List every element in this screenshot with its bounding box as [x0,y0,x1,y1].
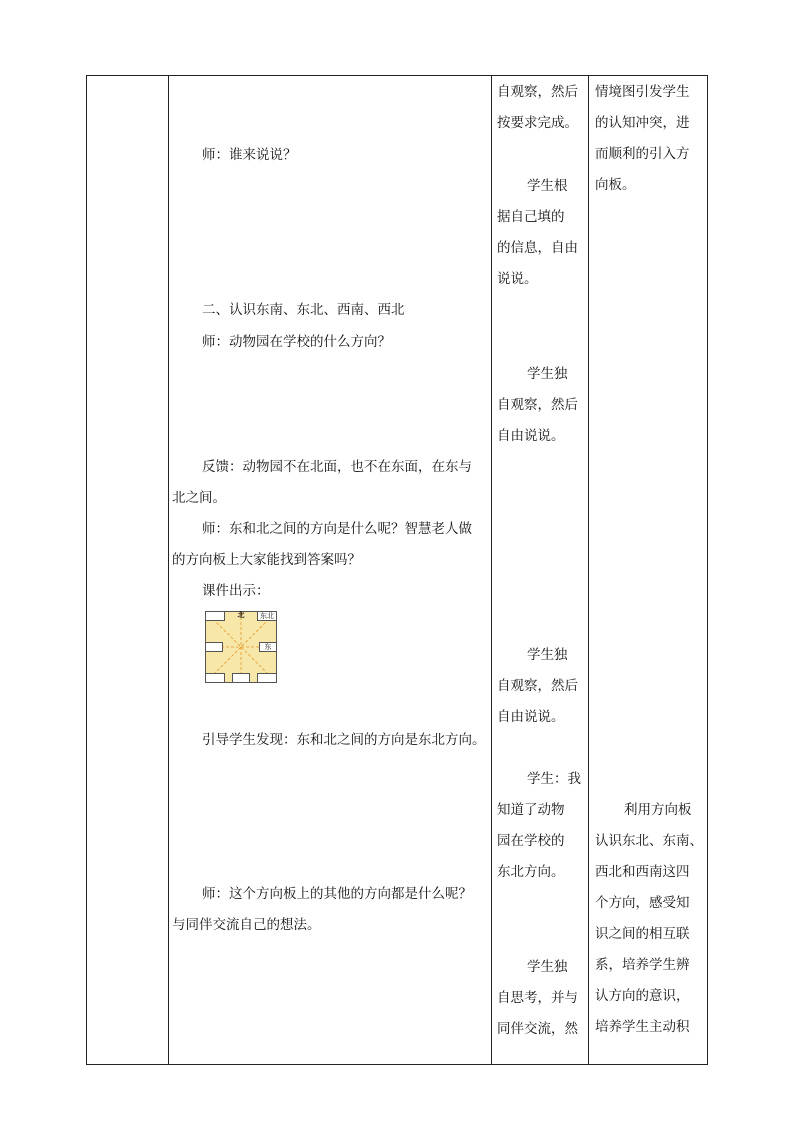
direction-board-figure [205,611,277,683]
text-line [527,176,582,196]
board-slot-southeast [257,673,277,683]
text-line: 的方向板上大家能找到答案吗？ [172,552,361,568]
board-slot-south [232,673,250,683]
column-divider [588,76,589,1064]
text-line: 师：东和北之间的方向是什么呢？智慧老人做 [202,521,472,537]
text-line: 说说。 [497,271,538,287]
text-line: 与同伴交流自己的想法。 [172,917,321,933]
text-line: 学生：我 [527,771,581,787]
text-line: 自由说说。 [497,709,565,725]
text-line: 向板。 [595,177,636,193]
text-fragment: 学生根 [527,178,568,194]
text-line: 反馈：动物园不在北面，也不在东面，在东与 [202,459,472,475]
text-line: 学生独 [527,647,568,663]
text-line: 个方向，感受知 [595,895,690,911]
text-line: 东北方向。 [497,864,565,880]
text-line: 学生独 [527,959,568,975]
text-line: 自思考，并与 [497,990,578,1006]
board-slot-northwest [205,611,225,621]
text-line: 的认知冲突，进 [595,115,690,131]
text-line: 认识东北、东南、 [595,833,703,849]
text-line: 师：动物园在学校的什么方向？ [202,334,391,350]
text-line: 的信息，自由 [497,240,578,256]
text-line: 师：谁来说说？ [202,147,297,163]
text-line: 知道了动物 [497,802,565,818]
text-line: 情境图引发学生 [595,84,690,100]
board-slot-southwest [205,673,225,683]
board-label-east: 东 [259,642,277,652]
text-line: 课件出示： [202,583,270,599]
text-line: 利用方向板 [624,802,692,818]
text-line: 自观察，然后 [497,678,578,694]
text-line: 系，培养学生辨 [595,957,690,973]
column-divider [168,76,169,1064]
text-line: 培养学生主动积 [595,1019,690,1035]
text-line: 师：这个方向板上的其他的方向都是什么呢？ [202,886,472,902]
board-slot-west [205,642,223,652]
text-line: 自观察，然后 [497,397,578,413]
text-line: 自由说说。 [497,428,565,444]
text-line: 园在学校的 [497,833,565,849]
board-label-northeast: 东北 [257,611,277,621]
text-line: 认方向的意识， [595,988,690,1004]
section-heading: 二、认识东南、东北、西南、西北 [202,302,405,318]
text-line: 学生独 [527,366,568,382]
column-divider [491,76,492,1064]
text-line: 北之间。 [172,490,226,506]
board-label-north: 北 [237,611,245,619]
text-line: 识之间的相互联 [595,926,690,942]
text-line: 据自己填的 [497,209,565,225]
text-line: 按要求完成。 [497,115,578,131]
text-line: 西北和西南这四 [595,864,690,880]
text-line: 同伴交流，然 [497,1021,578,1037]
text-line: 而顺利的引入方 [595,146,690,162]
text-line: 引导学生发现：东和北之间的方向是东北方向。 [202,732,486,748]
text-line: 自观察，然后 [497,84,578,100]
